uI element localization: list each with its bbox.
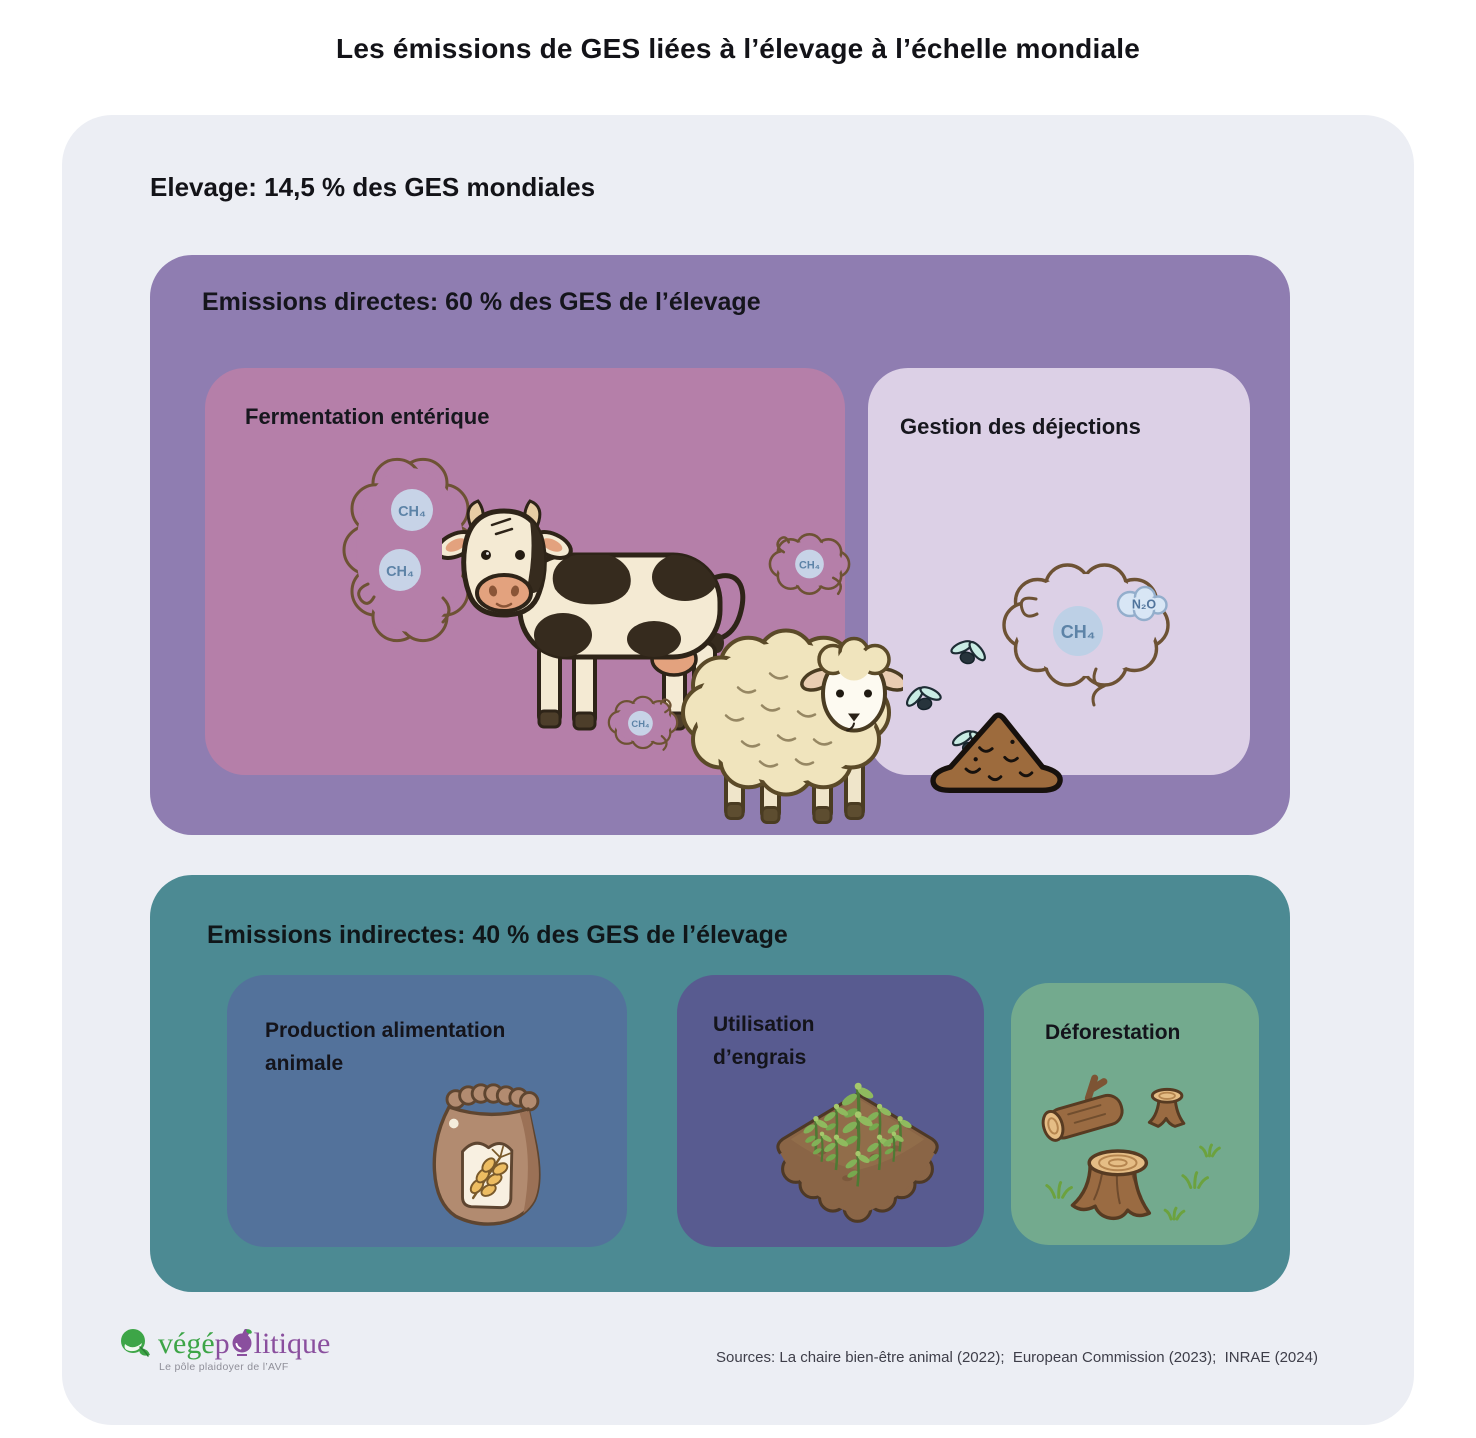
vegepolitique-logo xyxy=(118,1327,330,1373)
manure-pile-icon xyxy=(918,707,1076,799)
manure-management-title: Gestion des déjections xyxy=(900,414,1141,439)
brand-tagline: Le pôle plaidoyer de l’AVF xyxy=(159,1361,289,1373)
fertilizer-use-title: Utilisation d’engrais xyxy=(713,1013,815,1069)
brand-purple-p: p xyxy=(214,1327,230,1360)
indirect-emissions-heading: Emissions indirectes: 40 % des GES de l’élevage xyxy=(207,921,788,949)
feed-bag-icon xyxy=(419,1067,564,1239)
infographic-container xyxy=(62,115,1414,1425)
feed-production-card xyxy=(227,975,627,1247)
brand-green-text: végé xyxy=(158,1327,215,1360)
fertilizer-use-card xyxy=(677,975,984,1247)
n2o-label: N₂O xyxy=(1131,597,1157,612)
overview-heading: Elevage: 14,5 % des GES mondiales xyxy=(150,172,596,202)
methane-cloud-small-icon xyxy=(762,523,857,611)
sheep-illustration xyxy=(668,603,903,833)
indirect-emissions-card xyxy=(150,875,1290,1292)
enteric-fermentation-title: Fermentation entérique xyxy=(245,404,490,429)
deforestation-title: Déforestation xyxy=(1045,1021,1181,1044)
ch4-label: CH₄ xyxy=(631,718,650,730)
deforestation-card xyxy=(1011,983,1259,1245)
tree-stumps-icon xyxy=(1033,1067,1245,1235)
page-title: Les émissions de GES liées à l’élevage à l’échelle mondiale xyxy=(336,33,1140,64)
leaf-logo-icon xyxy=(118,1327,152,1361)
feed-production-title: Production alimentation animale xyxy=(265,1019,506,1075)
brand-purple-rest: litique xyxy=(253,1327,331,1360)
fertilizer-field-icon xyxy=(745,1053,970,1248)
flask-o-icon xyxy=(231,1329,253,1356)
ch4-label: CH₄ xyxy=(386,564,414,580)
brand-wordmark xyxy=(158,1327,330,1361)
direct-emissions-card xyxy=(150,255,1290,835)
ch4-label: CH₄ xyxy=(1060,622,1096,642)
direct-emissions-heading: Emissions directes: 60 % des GES de l’élevage xyxy=(202,288,761,316)
ch4-label: CH₄ xyxy=(799,559,820,572)
methane-cloud-small-icon xyxy=(602,687,684,763)
sources-text: Sources: La chaire bien-être animal (2022); European Commission (2023); INRAE (2024) xyxy=(716,1349,1318,1366)
ch4-label: CH₄ xyxy=(398,504,426,520)
